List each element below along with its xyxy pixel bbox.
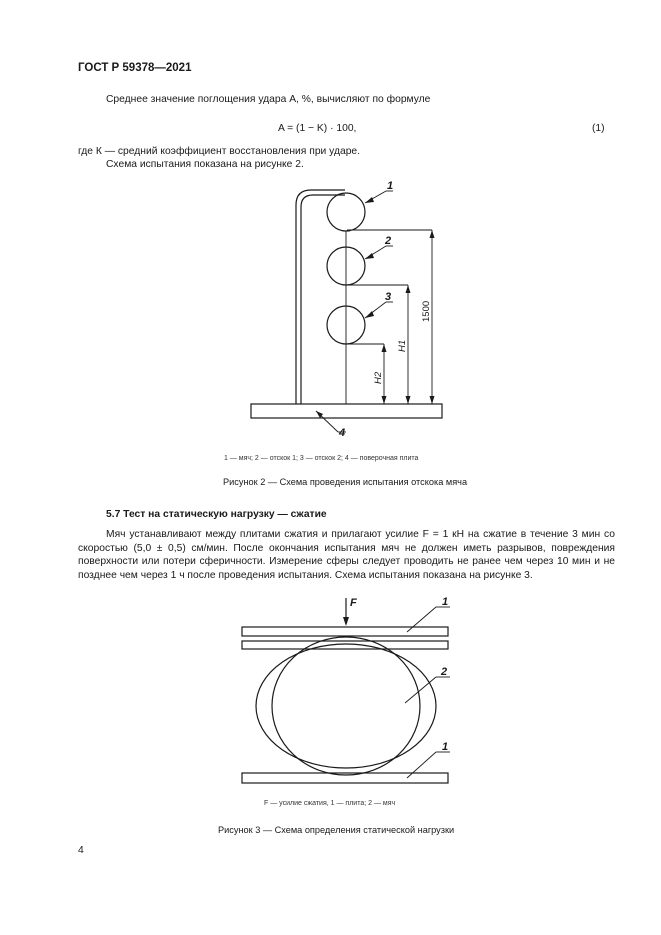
formula: A = (1 − K) · 100,: [278, 123, 357, 134]
fig2-dim-1500: 1500: [421, 300, 432, 322]
fig2-legend: 1 — мяч; 2 — отскок 1; 3 — отскок 2; 4 — поверочная плита: [224, 455, 419, 462]
fig3-legend: F — усилие сжатия, 1 — плита; 2 — мяч: [264, 800, 396, 807]
fig2-label-ball: 1: [387, 180, 394, 192]
fig3-caption: Рисунок 3 — Схема определения статической нагрузки: [218, 825, 455, 835]
page-number: 4: [78, 845, 84, 856]
fig2-label-plate: 4: [339, 427, 346, 439]
fig2-dim-h1: H1: [397, 339, 408, 352]
fig2-caption: Рисунок 2 — Схема проведения испытания отскока мяча: [223, 477, 468, 487]
intro-text: Среднее значение поглощения удара А, %, вычисляют по формуле: [106, 94, 431, 105]
k-definition: где К — средний коэффициент восстановления при ударе.: [78, 146, 361, 157]
fig2-label-rebound-2: 3: [385, 291, 392, 303]
fig3-label-ball: 2: [441, 666, 448, 678]
fig2-dim-h2: H2: [373, 371, 384, 384]
document-header: ГОСТ Р 59378—2021: [78, 62, 192, 74]
section-5-7-body: Мяч устанавливают между плитами сжатия и прилагают усилие F = 1 кН на сжатие в течение 3 мин со скоростью (5,0 ± 0,5) см/мин. После окончания испытания мяч не должен иметь разрывов, повреждения поверхности или потери сферичности. Измерение сферы следует проводить не ранее чем через 10 мин и не позднее чем через 1 ч после проведения испытания. Схема испытания показана на рисунке 3.: [78, 529, 615, 581]
scheme-reference: Схема испытания показана на рисунке 2.: [106, 159, 304, 170]
fig3-label-plate-top: 1: [442, 596, 449, 608]
fig3-label-plate-bottom: 1: [442, 741, 449, 753]
section-5-7-title: 5.7 Тест на статическую нагрузку — сжатие: [106, 509, 327, 520]
formula-number: (1): [592, 123, 605, 134]
fig3-label-force: F: [350, 597, 357, 609]
fig2-label-rebound-1: 2: [385, 235, 392, 247]
